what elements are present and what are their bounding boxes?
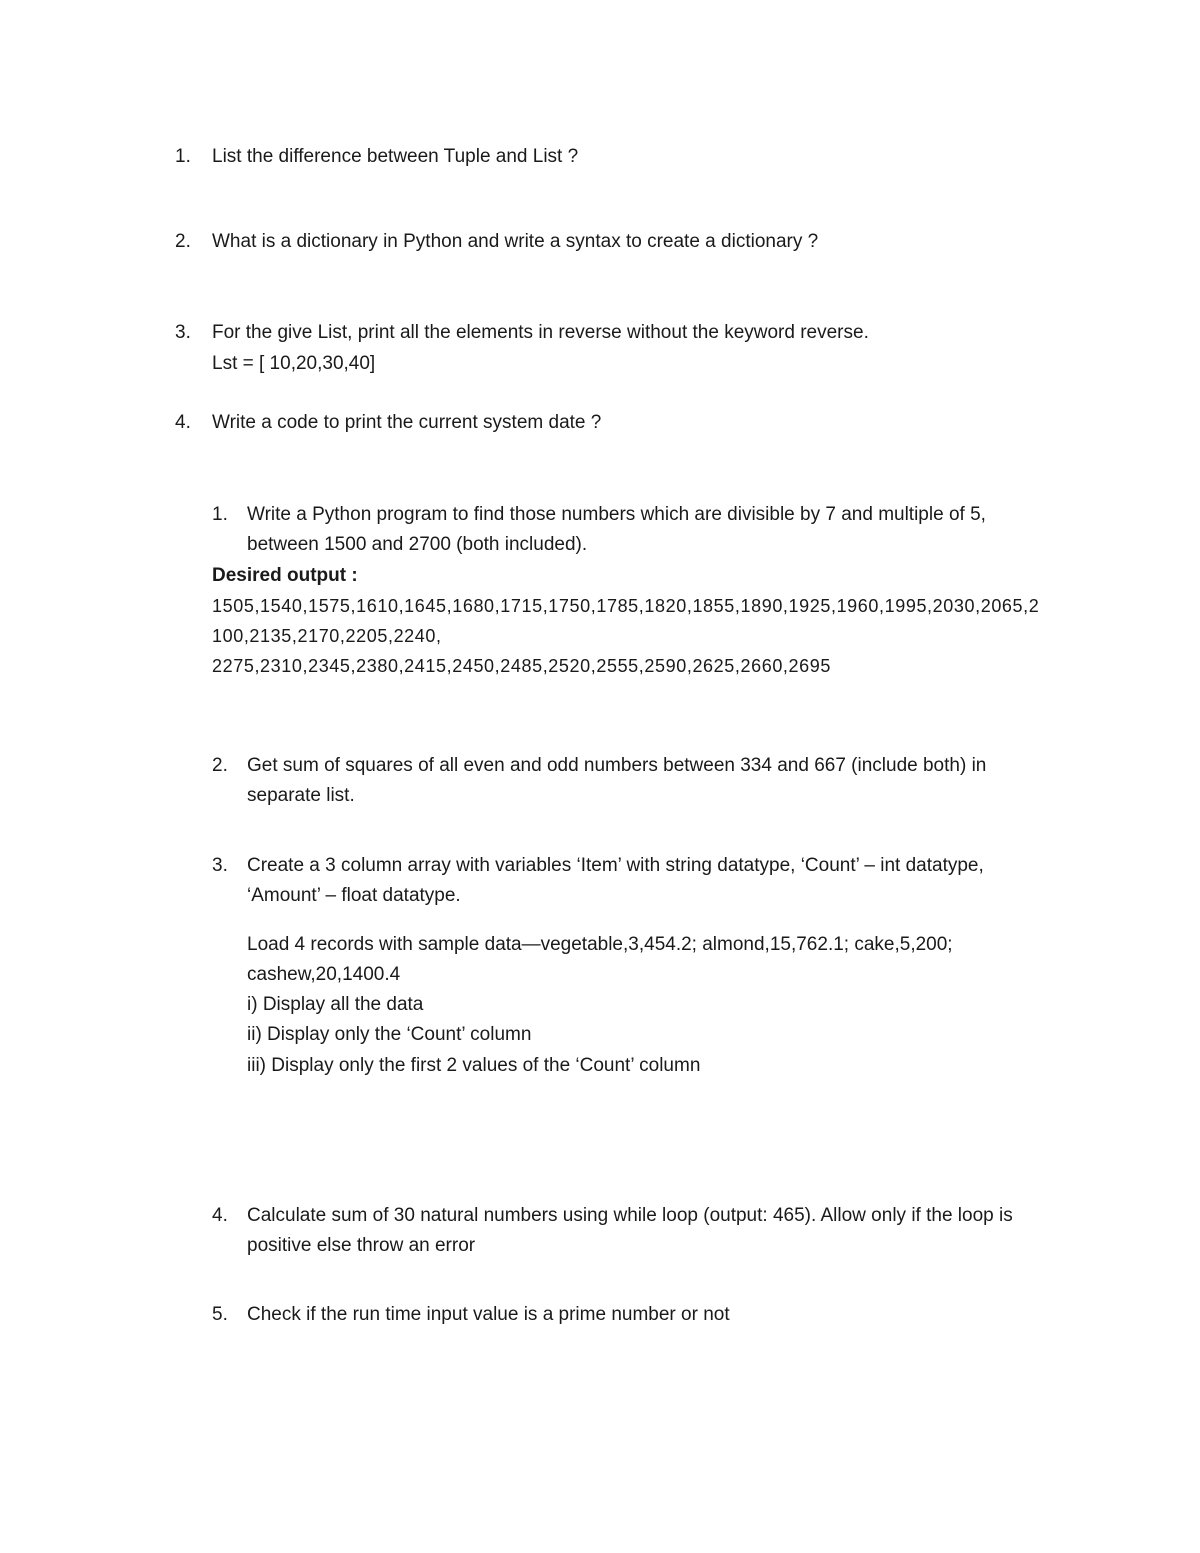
sample-data-line-1: Load 4 records with sample data—vegetable,3,454.2; almond,15,762.1; cake,5,200;	[247, 934, 953, 955]
question-text-line1: Create a 3 column array with variables ‘Item’ with string datatype, ‘Count’ – int datatype,	[247, 855, 984, 876]
question-number: 3.	[175, 322, 191, 343]
subtask-ii: ii) Display only the ‘Count’ column	[247, 1024, 532, 1045]
question-number: 3.	[212, 855, 228, 876]
question-number: 5.	[212, 1304, 228, 1325]
subtask-iii: iii) Display only the first 2 values of the ‘Count’ column	[247, 1055, 701, 1076]
question-number: 2.	[175, 231, 191, 252]
question-text-line2: ‘Amount’ – float datatype.	[247, 885, 461, 906]
question-text-line1: Get sum of squares of all even and odd numbers between 334 and 667 (include both) in	[247, 755, 987, 776]
question-text: For the give List, print all the elements in reverse without the keyword reverse.	[212, 322, 869, 343]
question-text-line1: Write a Python program to find those numbers which are divisible by 7 and multiple of 5,	[247, 504, 986, 525]
question-number: 1.	[175, 146, 191, 167]
question-text-line1: Check if the run time input value is a prime number or not	[247, 1304, 730, 1325]
desired-output-label: Desired output :	[212, 565, 358, 586]
question-text: Write a code to print the current system date ?	[212, 412, 602, 433]
code-snippet: Lst = [ 10,20,30,40]	[212, 353, 376, 374]
question-text-line1: Calculate sum of 30 natural numbers using while loop (output: 465). Allow only if the loop is	[247, 1205, 1013, 1226]
output-line-3: 2275,2310,2345,2380,2415,2450,2485,2520,2555,2590,2625,2660,2695	[212, 656, 831, 676]
subtask-i: i) Display all the data	[247, 994, 424, 1015]
question-number: 4.	[212, 1205, 228, 1226]
sample-data-line-2: cashew,20,1400.4	[247, 964, 401, 985]
question-text: List the difference between Tuple and List ?	[212, 146, 579, 167]
question-text-line2: between 1500 and 2700 (both included).	[247, 534, 588, 555]
question-text-line2: positive else throw an error	[247, 1235, 476, 1256]
output-line-2: 100,2135,2170,2205,2240,	[212, 626, 442, 646]
question-number: 4.	[175, 412, 191, 433]
question-text: What is a dictionary in Python and write a syntax to create a dictionary ?	[212, 231, 819, 252]
output-line-1: 1505,1540,1575,1610,1645,1680,1715,1750,1785,1820,1855,1890,1925,1960,1995,2030,2065,2	[212, 596, 1040, 616]
question-number: 2.	[212, 755, 228, 776]
question-text-line2: separate list.	[247, 785, 355, 806]
question-number: 1.	[212, 504, 228, 525]
